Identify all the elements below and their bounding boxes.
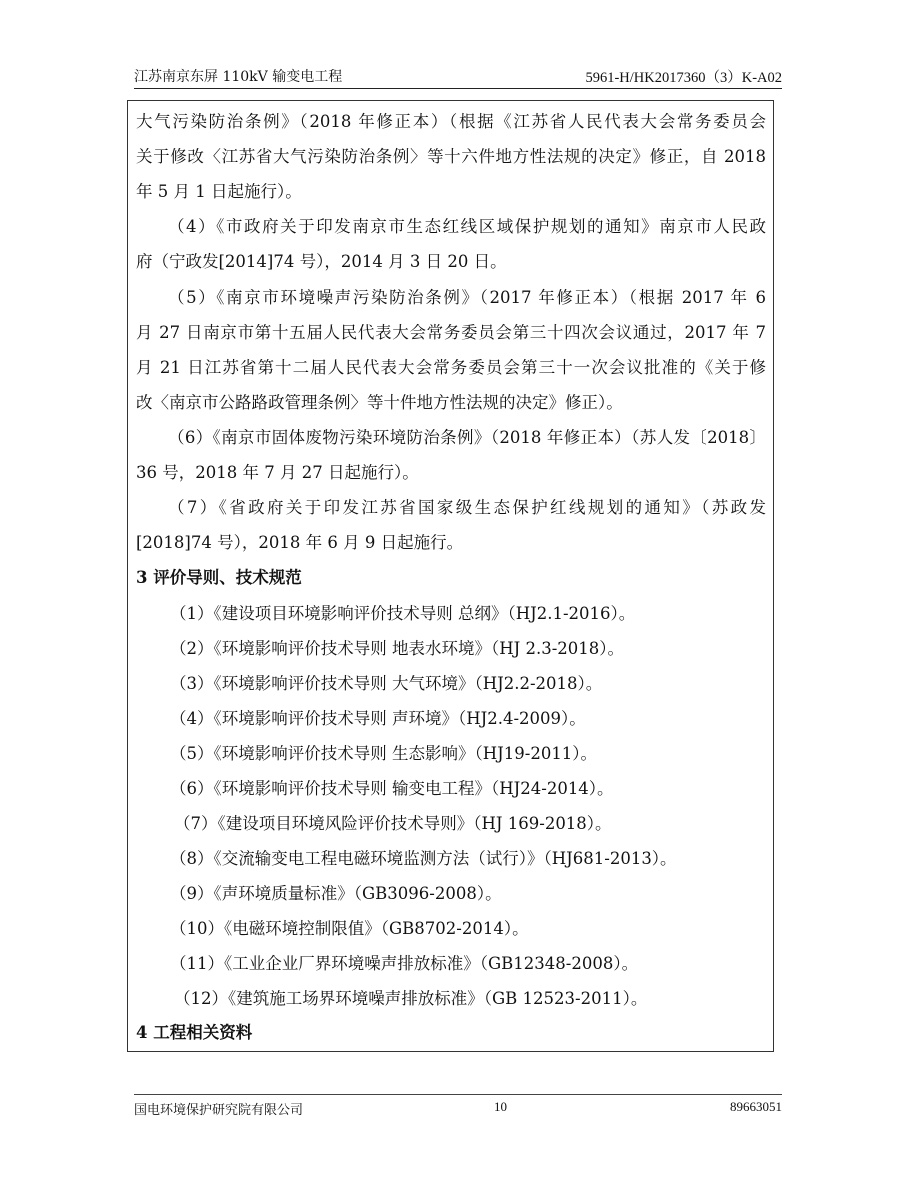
paragraph-line: 月 27 日南京市第十五届人民代表大会常务委员会第三十四次会议通过，2017 年 7 — [136, 323, 766, 342]
page-number: 10 — [494, 1099, 507, 1114]
footer-organization: 国电环境保护研究院有限公司 — [134, 1103, 304, 1118]
paragraph-line: （7）《省政府关于印发江苏省国家级生态保护红线规划的通知》（苏政发 — [168, 498, 766, 517]
footer-phone: 89663051 — [730, 1099, 782, 1114]
list-item: （1）《建设项目环境影响评价技术导则 总纲》（HJ2.1-2016）。 — [170, 604, 636, 623]
paragraph-line: （4）《市政府关于印发南京市生态红线区域保护规划的通知》南京市人民政 — [168, 217, 766, 236]
list-item: （4）《环境影响评价技术导则 声环境》（HJ2.4-2009）。 — [170, 709, 586, 728]
page-header — [134, 62, 782, 89]
list-item: （6）《环境影响评价技术导则 输变电工程》（HJ24-2014）。 — [170, 779, 614, 798]
paragraph-line: 大气污染防治条例》（2018 年修正本）（根据《江苏省人民代表大会常务委员会 — [136, 112, 766, 131]
page-footer — [134, 1094, 782, 1125]
paragraph-line: 月 21 日江苏省第十二届人民代表大会常务委员会第三十一次会议批准的《关于修 — [136, 358, 766, 377]
header-project-title: 江苏南京东屏 110kV 输变电工程 — [134, 69, 343, 85]
list-item: （3）《环境影响评价技术导则 大气环境》（HJ2.2-2018）。 — [170, 674, 603, 693]
paragraph-line: 关于修改〈江苏省大气污染防治条例〉等十六件地方性法规的决定》修正，自 2018 — [136, 147, 766, 166]
section-heading: 4 工程相关资料 — [136, 1023, 253, 1042]
list-item: （9）《声环境质量标准》（GB3096-2008）。 — [170, 884, 502, 903]
list-item: （12）《建筑施工场界环境噪声排放标准》（GB 12523-2011）。 — [174, 989, 648, 1008]
paragraph-line: （6）《南京市固体废物污染环境防治条例》（2018 年修正本）（苏人发〔2018〕 — [168, 428, 766, 447]
paragraph-line: 府（宁政发[2014]74 号），2014 月 3 日 20 日。 — [136, 252, 507, 271]
list-item: （10）《电磁环境控制限值》（GB8702-2014）。 — [170, 919, 529, 938]
paragraph-line: 改〈南京市公路路政管理条例〉等十件地方性法规的决定》修正）。 — [136, 393, 623, 412]
paragraph-line: 年 5 月 1 日起施行）。 — [136, 182, 302, 201]
paragraph-line: （5）《南京市环境噪声污染防治条例》（2017 年修正本）（根据 2017 年 6 — [168, 288, 766, 307]
list-item: （11）《工业企业厂界环境噪声排放标准》（GB12348-2008）。 — [170, 954, 639, 973]
list-item: （5）《环境影响评价技术导则 生态影响》（HJ19-2011）。 — [170, 744, 598, 763]
section-heading: 3 评价导则、技术规范 — [136, 568, 302, 587]
list-item: （2）《环境影响评价技术导则 地表水环境》（HJ 2.3-2018）。 — [170, 639, 625, 658]
list-item: （7）《建设项目环境风险评价技术导则》（HJ 169-2018）。 — [174, 814, 612, 833]
paragraph-line: 36 号，2018 年 7 月 27 日起施行）。 — [136, 463, 419, 482]
paragraph-line: [2018]74 号），2018 年 6 月 9 日起施行。 — [136, 533, 464, 552]
header-document-code: 5961-H/HK2017360（3）K-A02 — [585, 70, 782, 86]
list-item: （8）《交流输变电工程电磁环境监测方法（试行）》（HJ681-2013）。 — [170, 849, 677, 868]
content-frame — [127, 100, 774, 1052]
